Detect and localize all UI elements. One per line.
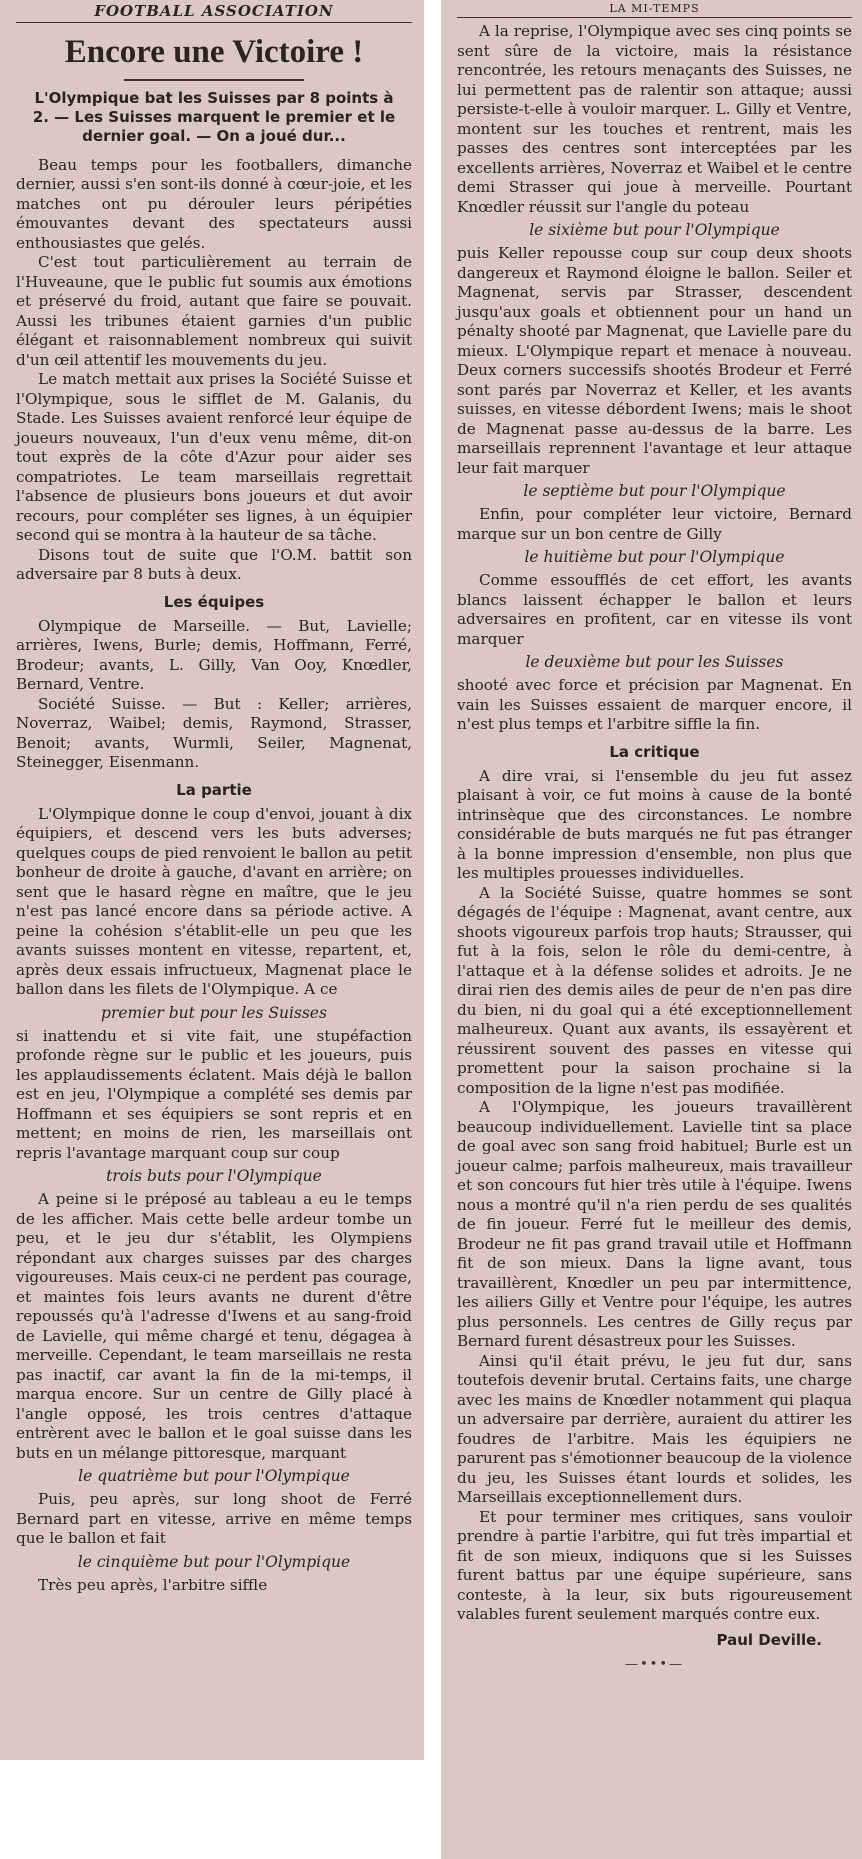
paragraph: si inattendu et si vite fait, une stupéfaction profonde règne sur le public et les joueurs, puis les applaudissements éclatent. Mais déjà le ballon est en jeu, l'Olympique a complété ses demis par Hoffmann et ses équipiers se sont repris et en mettent; en moins de rien, les marseillais ont repris l'avantage marquant coup sur coup: [16, 1026, 412, 1162]
paragraph: Beau temps pour les footballers, dimanche dernier, aussi s'en sont-ils donné à cœur-joie, et les matches ont pu dérouler leurs péripéties émouvantes devant des spectateurs aussi enthousiastes que gelés.: [16, 155, 412, 252]
paragraph: A l'Olympique, les joueurs travaillèrent beaucoup individuellement. Lavielle tint sa place de goal avec son sang froid habituel; Burle est un joueur calme; parfois malheureux, mais travailleur et son concours fut hier très utile à l'équipe. Iwens nous a montré qu'il n'a rien perdu de ses qualités de fin joueur. Ferré fut le meilleur des demis, Brodeur ne fit pas grand travail utile et Hoffmann fit de son mieux. Dans la ligne avant, tous travaillèrent, Knœdler un peu par intermittence, les ailiers Gilly et Ventre pour l'équipe, les autres plus personnels. Les centres de Gilly reçus par Bernard furent désastreux pour les Suisses.: [457, 1098, 852, 1350]
paragraph: A la Société Suisse, quatre hommes se sont dégagés de l'équipe : Magnenat, avant centre, aux shoots vigoureux parfois trop hauts; Strausser, qui fut à la fois, selon le rôle du demi-centre, à l'attaque et à la défense solides et adroits. Je ne dirai rien des demis ailes de peur de n'en pas dire du bien, ni du goal qui a été exceptionnellement malheureux. Quant aux avants, ils essayèrent et réussirent souvent des passes en vitesse qui promettent pour la saison prochaine si la composition de la ligne n'est pas modifiée.: [457, 883, 852, 1097]
goal-subheading: le septième but pour l'Olympique: [523, 482, 786, 500]
subheadline: L'Olympique bat les Suisses par 8 points à 2. — Les Suisses marquent le premier et le dernier goal. — On a joué dur...: [32, 88, 396, 145]
paragraph: L'Olympique donne le coup d'envoi, jouant à dix équipiers, et descend vers les buts adverses; quelques coups de pied renvoient le ballon au petit bonheur de droite à gauche, d'avant en arrière; on sent que le hasard règne en maître, que le jeu n'est pas lancé encore dans sa période active. A peine la cohésion s'établit-elle un peu que les avants suisses montent en vitesse, repartent, et, après deux essais infructueux, Magnenat place le ballon dans les filets de l'Olympique. A ce: [16, 804, 412, 998]
article-column-right: [441, 0, 862, 1859]
paragraph: Très peu après, l'arbitre siffle: [38, 1575, 268, 1594]
goal-subheading: premier but pour les Suisses: [101, 1003, 327, 1022]
paragraph: Enfin, pour compléter leur victoire, Bernard marque sur un bon centre de Gilly: [457, 505, 852, 543]
paragraph: C'est tout particulièrement au terrain de l'Huveaune, que le public fut soumis aux émotions et préservé du froid, autant que faire se pouvait. Aussi les tribunes étaient garnies d'un public élégant et raisonnablement nombreux qui suivit d'un œil attentif les mouvements du jeu.: [16, 253, 412, 369]
paragraph: Puis, peu après, sur long shoot de Ferré Bernard part en vitesse, arrive en même temps que le ballon et fait: [16, 1490, 412, 1547]
goal-subheading: le huitième but pour l'Olympique: [524, 548, 785, 566]
article-column-left: [0, 0, 424, 1760]
paragraph: A dire vrai, si l'ensemble du jeu fut assez plaisant à voir, ce fut moins à cause de la bonté intrinsèque que des circonstances. Le nombre considérable de buts marqués ne fut pas étranger à la bonne impression d'ensemble, non plus que les multiples prouesses individuelles.: [457, 766, 852, 882]
paragraph: Le match mettait aux prises la Société Suisse et l'Olympique, sous le sifflet de M. Galanis, du Stade. Les Suisses avaient renforcé leur équipe de joueurs nouveaux, l'un d'eux venu même, dit-on tout exprès de la côte d'Azur pour aider ses compatriotes. Le team marseillais regrettait l'absence de plusieurs bons joueurs et dut avoir recours, pour compléter ses lignes, à un équipier second qui se montra à la hauteur de sa tâche.: [16, 370, 412, 544]
paragraph: Comme essoufflés de cet effort, les avants blancs laissent échapper le ballon et leurs adversaires en profitent, car en vitesse ils vont marquer: [457, 571, 852, 648]
divider: [124, 79, 304, 81]
headline: Encore une Victoire !: [64, 34, 364, 70]
paragraph: shooté avec force et précision par Magnenat. En vain les Suisses essaient de marquer encore, il n'est plus temps et l'arbitre siffle la fin.: [457, 676, 852, 733]
author-signature: Paul Deville.: [716, 1630, 822, 1649]
goal-subheading: le cinquième but pour l'Olympique: [77, 1552, 351, 1571]
section-heading-equipes: Les équipes: [163, 592, 265, 611]
goal-subheading: le deuxième but pour les Suisses: [525, 653, 784, 671]
paragraph: A la reprise, l'Olympique avec ses cinq points se sent sûre de la victoire, mais la résistance rencontrée, les retours menaçants des Suisses, ne lui permettent pas de ralentir son attaque; aussi persiste-t-elle à vouloir marquer. L. Gilly et Ventre, montent sur les touches et rentrent, mais les passes des centres sont interceptées par les excellents arrières, Noverraz et Waibel et le centre demi Strasser qui joue à merveille. Pourtant Knœdler réussit sur l'angle du poteau: [457, 22, 852, 216]
goal-subheading: trois buts pour l'Olympique: [106, 1167, 322, 1185]
team-lineup-olympique: Olympique de Marseille. — But, Lavielle; arrières, Iwens, Burle; demis, Hoffmann, Ferré, Brodeur; avants, L. Gilly, Van Ooy, Knœdler, Bernard, Ventre.: [16, 616, 412, 693]
paragraph: Disons tout de suite que l'O.M. battit son adversaire par 8 buts à deux.: [16, 545, 412, 583]
paragraph: Et pour terminer mes critiques, sans vouloir prendre à partie l'arbitre, qui fut très impartial et fit de son mieux, indiquons que si les Suisses furent battus par une équipe supérieure, sans conteste, à la leur, six buts rigoureusement valables furent seulement marqués contre eux.: [457, 1507, 852, 1623]
paragraph: Ainsi qu'il était prévu, le jeu fut dur, sans toutefois devenir brutal. Certains faits, une charge avec les mains de Knœdler notamment qui plaqua un adversaire par derrière, auraient du attirer les foudres de l'arbitre. Mais les équipiers ne parurent pas s'émotionner beaucoup de la violence du jeu, les Suisses étant lourds et solides, les Marseillais exceptionnellement durs.: [457, 1351, 852, 1506]
goal-subheading: le sixième but pour l'Olympique: [529, 221, 780, 239]
running-head: LA MI-TEMPS: [457, 2, 852, 18]
paragraph: A peine si le préposé au tableau a eu le temps de les afficher. Mais cette belle ardeur tombe un peu, et le jeu dur s'établit, les Olympiens répondant aux charges suisses par des charges vigoureuses. Mais ceux-ci ne perdent pas courage, et maintes fois leurs avants ne durent d'être repoussés qu'à l'adresse d'Iwens et au sang-froid de Lavielle, qui même chargé et tenu, dégagea à merveille. Cependant, le team marseillais ne resta pas inactif, car avant la fin de la mi-temps, il marqua encore. Sur un centre de Gilly placé à l'angle opposé, les trois centres d'attaque entrèrent avec le ballon et le goal suisse dans les buts en un mélange pittoresque, marquant: [16, 1190, 412, 1462]
paragraph: puis Keller repousse coup sur coup deux shoots dangereux et Raymond éloigne le ballon. Seiler et Magnenat, servis par Strasser, descendent jusqu'aux goals et obtiennent pour un hand un pénalty shooté par Magnenat, que Lavielle pare du mieux. L'Olympique repart et menace à nouveau. Deux corners successifs shootés Brodeur et Ferré sont parés par Noverraz et Keller, et les avants suisses, en vitesse débordent Iwens; mais le shoot de Magnenat passe au-dessus de la barre. Les marseillais reprennent l'avantage et leur attaque leur fait marquer: [457, 244, 852, 477]
section-heading-partie: La partie: [176, 780, 252, 799]
section-heading-critique: La critique: [609, 742, 700, 761]
goal-subheading: le quatrième but pour l'Olympique: [78, 1467, 350, 1485]
end-ornament: —•••—: [624, 1656, 684, 1672]
team-lineup-suisse: Société Suisse. — But : Keller; arrières, Noverraz, Waibel; demis, Raymond, Strasser, Benoit; avants, Wurmli, Seiler, Magnenat, Steinegger, Eisenmann.: [16, 694, 412, 771]
section-kicker: FOOTBALL ASSOCIATION: [16, 2, 412, 23]
